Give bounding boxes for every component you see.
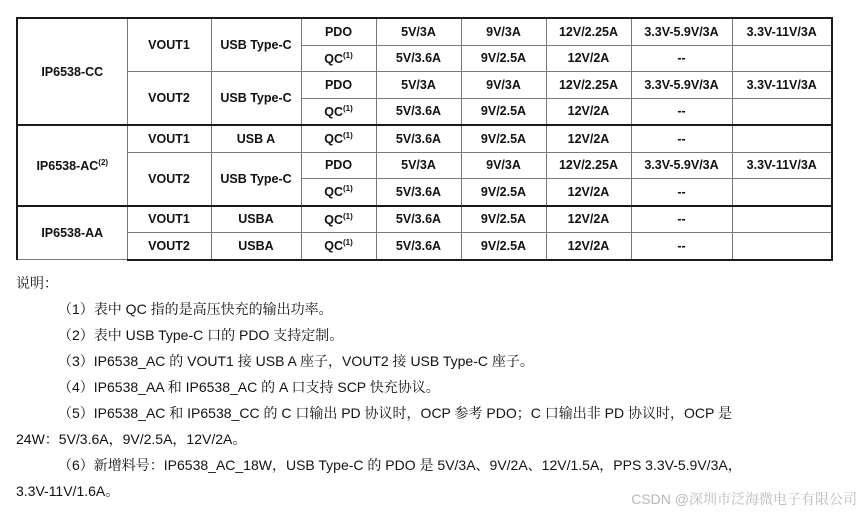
value-cell: [631, 206, 732, 233]
vout-cell-text: VOUT2: [148, 238, 190, 253]
value-cell: [376, 233, 461, 260]
model-cell-text: IP6538-AC: [36, 158, 99, 173]
note-6-continued: 3.3V-11V/1.6A。: [16, 483, 120, 499]
table-row: [17, 233, 832, 260]
value-cell: [732, 152, 832, 179]
value-cell-text: 9V/3A: [486, 77, 521, 92]
vout-cell-text: VOUT1: [148, 131, 190, 146]
value-cell: [376, 125, 461, 152]
protocol-footnote-ref: (1): [342, 238, 353, 248]
value-cell: [376, 179, 461, 206]
port-cell: [211, 206, 301, 233]
value-cell-text: --: [677, 104, 686, 119]
value-cell: [631, 72, 732, 99]
value-cell-text: 9V/2.5A: [480, 184, 527, 199]
value-cell: [461, 125, 546, 152]
protocol-cell: [301, 98, 376, 125]
protocol-cell-text: PDO: [324, 77, 353, 92]
value-cell: [461, 152, 546, 179]
vout-cell-text: VOUT2: [148, 171, 190, 186]
model-footnote-ref: (2): [98, 157, 109, 167]
table-row: [17, 72, 832, 99]
value-cell-text: 3.3V-11V/3A: [746, 77, 817, 92]
spec-table: [16, 17, 833, 261]
value-cell: [546, 45, 631, 72]
value-cell: [631, 45, 732, 72]
value-cell: [631, 179, 732, 206]
protocol-footnote-ref: (1): [342, 50, 353, 60]
value-cell-text: --: [677, 184, 686, 199]
note-3: （3）IP6538_AC 的 VOUT1 接 USB A 座子，VOUT2 接 USB Type-C 座子。: [58, 353, 534, 369]
table-row: [17, 206, 832, 233]
value-cell: [546, 206, 631, 233]
port-cell-text: USB Type-C: [220, 38, 292, 52]
value-cell-text: 9V/2.5A: [480, 212, 527, 227]
model-cell: [17, 18, 127, 125]
value-cell-text: 12V/2A: [567, 212, 610, 227]
table-row: [17, 152, 832, 179]
protocol-cell-text: PDO: [324, 158, 353, 173]
value-cell: [631, 98, 732, 125]
protocol-cell: [301, 72, 376, 99]
vout-cell: [127, 152, 211, 206]
port-cell: [211, 72, 301, 126]
value-cell: [546, 72, 631, 99]
note-4: （4）IP6538_AA 和 IP6538_AC 的 A 口支持 SCP 快充协议。: [58, 379, 440, 395]
note-5-continued: 24W：5V/3.6A，9V/2.5A，12V/2A。: [16, 431, 247, 447]
value-cell-text: 5V/3.6A: [395, 51, 442, 66]
value-cell-text: 9V/2.5A: [480, 51, 527, 66]
value-cell: [461, 72, 546, 99]
port-cell: [211, 125, 301, 152]
value-cell-text: 9V/2.5A: [480, 238, 527, 253]
protocol-cell: [301, 152, 376, 179]
value-cell: [546, 18, 631, 45]
value-cell-text: 3.3V-5.9V/3A: [644, 24, 719, 39]
value-cell-text: 3.3V-11V/3A: [746, 24, 817, 39]
value-cell-text: 3.3V-5.9V/3A: [644, 158, 719, 173]
value-cell: [732, 72, 832, 99]
value-cell-text: --: [677, 51, 686, 66]
value-cell: [461, 179, 546, 206]
value-cell: [461, 233, 546, 260]
value-cell-text: 12V/2A: [567, 238, 610, 253]
model-cell-text: IP6538-CC: [41, 64, 104, 79]
vout-cell-text: VOUT1: [148, 38, 190, 52]
value-cell-text: 5V/3.6A: [395, 184, 442, 199]
value-cell: [732, 179, 832, 206]
protocol-cell: [301, 206, 376, 233]
value-cell: [461, 18, 546, 45]
vout-cell: [127, 125, 211, 152]
value-cell-text: 3.3V-5.9V/3A: [644, 77, 719, 92]
value-cell: [376, 45, 461, 72]
csdn-watermark: CSDN @深圳市泛海微电子有限公司: [631, 491, 857, 507]
protocol-cell-text: QC: [324, 239, 343, 254]
value-cell: [631, 18, 732, 45]
note-6: （6）新增料号：IP6538_AC_18W，USB Type-C 的 PDO 是 5V/3A、9V/2A、12V/1.5A，PPS 3.3V-5.9V/3A，: [58, 457, 742, 473]
value-cell: [631, 152, 732, 179]
value-cell: [376, 72, 461, 99]
vout-cell: [127, 18, 211, 72]
value-cell: [461, 45, 546, 72]
protocol-footnote-ref: (1): [342, 211, 353, 221]
value-cell: [546, 233, 631, 260]
protocol-cell-text: PDO: [324, 24, 353, 39]
protocol-cell-text: QC: [324, 212, 343, 227]
protocol-footnote-ref: (1): [342, 103, 353, 113]
port-cell-text: USBA: [238, 238, 274, 253]
value-cell-text: 12V/2A: [567, 131, 610, 146]
protocol-cell: [301, 45, 376, 72]
value-cell-text: 12V/2.25A: [558, 77, 619, 92]
table-row: [17, 125, 832, 152]
port-cell-text: USB Type-C: [220, 171, 292, 186]
value-cell: [546, 125, 631, 152]
port-cell: [211, 152, 301, 206]
value-cell: [732, 45, 832, 72]
value-cell: [732, 98, 832, 125]
value-cell-text: 9V/3A: [486, 158, 521, 173]
value-cell-text: 5V/3.6A: [395, 238, 442, 253]
value-cell: [376, 98, 461, 125]
value-cell: [376, 206, 461, 233]
value-cell: [732, 18, 832, 45]
value-cell: [546, 152, 631, 179]
value-cell-text: 9V/3A: [486, 24, 521, 39]
port-cell-text: USBA: [238, 212, 274, 227]
value-cell-text: 9V/2.5A: [480, 131, 527, 146]
model-cell: [17, 206, 127, 260]
vout-cell: [127, 233, 211, 260]
value-cell-text: --: [677, 238, 686, 253]
protocol-footnote-ref: (1): [342, 184, 353, 194]
value-cell-text: 5V/3.6A: [395, 104, 442, 119]
value-cell-text: 5V/3A: [401, 158, 436, 173]
vout-cell-text: VOUT2: [148, 91, 190, 105]
port-cell: [211, 18, 301, 72]
value-cell: [376, 152, 461, 179]
value-cell: [461, 206, 546, 233]
notes-heading: 说明：: [16, 275, 58, 291]
table-row: [17, 18, 832, 45]
value-cell: [732, 206, 832, 233]
value-cell: [376, 18, 461, 45]
model-cell-text: IP6538-AA: [41, 225, 104, 240]
vout-cell-text: VOUT1: [148, 212, 190, 227]
value-cell-text: 12V/2A: [567, 51, 610, 66]
protocol-cell-text: QC: [324, 132, 343, 147]
port-cell: [211, 233, 301, 260]
value-cell-text: --: [677, 212, 686, 227]
value-cell: [631, 233, 732, 260]
value-cell-text: 5V/3A: [401, 24, 436, 39]
value-cell: [631, 125, 732, 152]
value-cell-text: 5V/3A: [401, 77, 436, 92]
value-cell-text: 5V/3.6A: [395, 131, 442, 146]
note-5: （5）IP6538_AC 和 IP6538_CC 的 C 口输出 PD 协议时，OCP 参考 PDO；C 口输出非 PD 协议时，OCP 是: [58, 405, 732, 421]
note-1: （1）表中 QC 指的是高压快充的输出功率。: [58, 301, 333, 317]
value-cell-text: 12V/2.25A: [558, 24, 619, 39]
note-2: （2）表中 USB Type-C 口的 PDO 支持定制。: [58, 327, 344, 343]
value-cell-text: 12V/2.25A: [558, 158, 619, 173]
protocol-cell: [301, 125, 376, 152]
protocol-cell: [301, 18, 376, 45]
port-cell-text: USB A: [236, 131, 276, 146]
vout-cell: [127, 206, 211, 233]
protocol-cell-text: QC: [324, 51, 343, 66]
notes-section: [16, 270, 846, 504]
value-cell-text: 12V/2A: [567, 184, 610, 199]
port-cell-text: USB Type-C: [220, 91, 292, 105]
value-cell-text: --: [677, 131, 686, 146]
protocol-cell-text: QC: [324, 104, 343, 119]
model-cell: [17, 125, 127, 206]
protocol-cell-text: QC: [324, 185, 343, 200]
value-cell: [732, 125, 832, 152]
protocol-cell: [301, 233, 376, 260]
value-cell: [461, 98, 546, 125]
vout-cell: [127, 72, 211, 126]
protocol-cell: [301, 179, 376, 206]
value-cell: [546, 179, 631, 206]
value-cell-text: 12V/2A: [567, 104, 610, 119]
value-cell-text: 9V/2.5A: [480, 104, 527, 119]
value-cell-text: 3.3V-11V/3A: [746, 158, 817, 173]
value-cell-text: 5V/3.6A: [395, 212, 442, 227]
protocol-footnote-ref: (1): [342, 131, 353, 141]
value-cell: [732, 233, 832, 260]
value-cell: [546, 98, 631, 125]
